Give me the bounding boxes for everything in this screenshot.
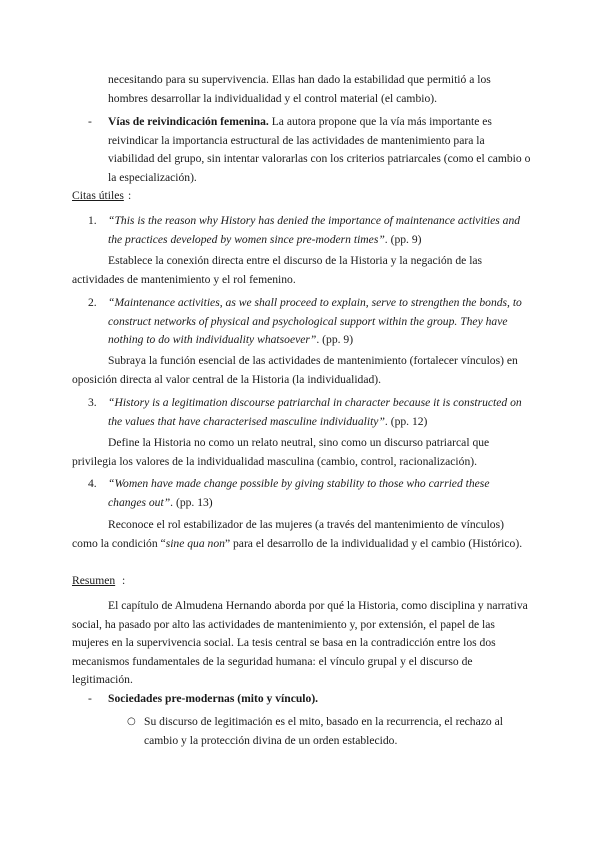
- cita-2-quote-text: “Maintenance activities, as we shall proceed to explain, serve to strengthen the bonds, to construct networks of physical and psychological support within the group. They have nothing to do with individuality whatsoever”: [108, 296, 522, 346]
- cita-2-ref: . (pp. 9): [316, 333, 354, 346]
- cita-4-quote-text: “Women have made change possible by giving stability to those who carried these changes out”: [108, 477, 490, 509]
- cita-1-number: 1.: [88, 214, 97, 227]
- cita-4-ref: . (pp. 13): [170, 495, 213, 509]
- sub-bullet-paragraph: Su discurso de legitimación es el mito, basado en la recurrencia, el rechazo al cambio y la protección divina de un orden establecido.: [144, 715, 503, 747]
- citas-heading: [72, 187, 124, 206]
- cita-3-quote: [108, 394, 533, 431]
- resumen-heading-colon: :: [122, 574, 126, 587]
- cita-1-quote-text: “This is the reason why History has denied the importance of maintenance activities and the practices developed by women since pre-modern times”: [108, 214, 521, 246]
- cita-4-comment-em: sine qua non: [165, 536, 225, 550]
- cita-3-quote-text: “History is a legitimation discourse patriarchal in character because it is constructed on the values that have characterised masculine individuality”: [108, 396, 522, 428]
- cita-2-number: 2.: [88, 296, 97, 309]
- cita-3-number: 3.: [88, 396, 97, 409]
- bullet-dash-marker: -: [88, 115, 92, 128]
- citas-heading-colon: :: [128, 189, 132, 202]
- resumen-paragraph: El capítulo de Almudena Hernando aborda por qué la Historia, como disciplina y narrativa social, ha pasado por alto las actividades de mantenimiento y, por extensión, el papel de las mujeres en la supervivencia social. La tesis central se basa en la contradicción entre los dos mecanismos fundamentales de la seguridad humana: el vínculo grupal y el discurso de legitimación.: [72, 599, 528, 686]
- citas-heading-text: Citas útiles: [72, 189, 124, 202]
- resumen-bullet-title-text: Sociedades pre-modernas (mito y vínculo).: [108, 692, 319, 705]
- resumen-bullet-marker: -: [88, 692, 92, 705]
- cita-1-ref: . (pp. 9): [384, 232, 422, 246]
- cita-2-comment: Subraya la función esencial de las actividades de mantenimiento (fortalecer vínculos) en oposición directa al valor central de la Historia (la individualidad).: [72, 354, 518, 386]
- cita-4-comment-post: ” para el desarrollo de la individualidad y el cambio (Histórico).: [224, 536, 523, 550]
- cita-4-comment: [72, 516, 532, 553]
- resumen-bullet-title: [108, 690, 528, 709]
- cita-1-quote: [108, 212, 533, 249]
- sub-bullet-circle-icon: ○: [127, 716, 136, 727]
- vias-bullet-paragraph: [108, 113, 533, 187]
- cita-4-number: 4.: [88, 477, 97, 490]
- vias-bullet-title: Vías de reivindicación femenina.: [108, 115, 269, 128]
- continuation-paragraph: necesitando para su supervivencia. Ellas han dado la estabilidad que permitió a los hombres desarrollar la individualidad y el control material (el cambio).: [108, 73, 491, 105]
- vias-bullet-text: La autora propone que la vía más importante es reivindicar la importancia estructural de las actividades de mantenimiento para la viabilidad del grupo, sin intentar valorarlas con los criterios patriarcales (como el cambio o la especialización).: [108, 115, 531, 184]
- cita-3-comment: Define la Historia no como un relato neutral, sino como un discurso patriarcal que privilegia los valores de la individualidad masculina (cambio, control, racionalización).: [72, 436, 490, 468]
- cita-4-quote: [108, 475, 508, 512]
- cita-4-comment-pre: Reconoce el rol estabilizador de las mujeres (a través del mantenimiento de vínculos) como la condición “: [72, 518, 504, 550]
- resumen-heading: [72, 572, 115, 591]
- cita-2-quote: [108, 294, 533, 350]
- resumen-heading-text: Resumen: [72, 574, 116, 587]
- cita-1-comment: Establece la conexión directa entre el discurso de la Historia y la negación de las actividades de mantenimiento y el rol femenino.: [72, 254, 483, 286]
- cita-3-ref: . (pp. 12): [384, 414, 428, 428]
